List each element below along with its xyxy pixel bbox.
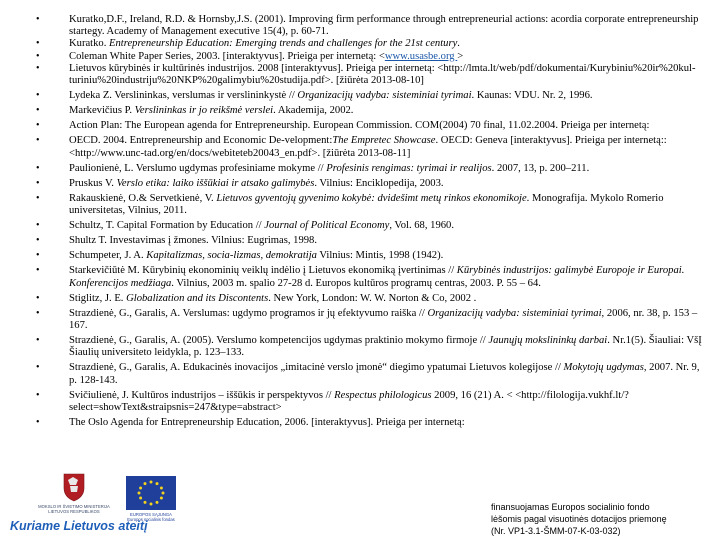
reference-item: • Action Plan: The European agenda for Entrepreneurship. European Commission. COM(2004) 70 final, 11.02.2004. Prieiga per internetą: (0, 120, 720, 132)
reference-item: • Markevičius P. Verslininkas ir jo reikšmė verslei. Akademija, 2002. (0, 105, 720, 117)
reference-item: • Svičiulienė, J. Kultūros industrijos – iššūkis ir perspektyvos // Respectus philologicus 2009, 16 (21) A. < <http://filologija.vukhf.lt/?select=showText&straipsnis=247&type=abstract> (0, 390, 720, 414)
reference-item: • Shultz T. Investavimas į žmones. Vilnius: Eugrimas, 1998. (0, 235, 720, 247)
ministry-name-line-2: LIETUVOS RESPUBLIKOS (48, 509, 100, 514)
reference-item: • The Oslo Agenda for Entrepreneurship Education, 2006. [interaktyvus]. Prieiga per internetą: (0, 417, 720, 429)
reference-item: • Kuratko,D.F., Ireland, R.D. & Hornsby,J.S. (2001). Improving firm performance through entrepreneurial actions: acordia corporate entrepreneurship startegy. Academy of Management executive 15(4), p. 60-71. (0, 14, 720, 38)
reference-item: • Strazdienė, G., Garalis, A. Edukacinės inovacijos „imitacinė verslo įmonė“ diegimo ypatumai Lietuvos kolegijose // Mokytojų ugdymas, 2007. Nr. 9, p. 128-143. (0, 362, 720, 386)
reference-item: • OECD. 2004. Entrepreneurship and Economic De-velopment:The Empretec Showcase. OECD: Geneva [interaktyvus]. Prieiga per internetą:: <http://www.unc-tad.org/en/docs/webiteteb20043_en.pdf>. [žiūrėta 2013-08-11] (0, 135, 720, 159)
funding-note-line: lėšomis pagal visuotinės dotacijos priemonę (491, 514, 667, 524)
reference-item: • Kuratko. Entrepreneurship Education: Emerging trends and challenges for the 21st century. (0, 38, 720, 50)
slogan: Kuriame Lietuvos ateitį (10, 519, 148, 533)
funding-note-line: (Nr. VP1-3.1-ŠMM-07-K-03-032) (491, 526, 621, 536)
reference-item: • Stiglitz, J. E. Globalization and its Discontents. New York, London: W. W. Norton & Co, 2002 . (0, 293, 720, 305)
reference-item: • Coleman White Paper Series, 2003. [interaktyvus]. Prieiga per internetą: <www.usasbe.org > (0, 51, 720, 63)
lithuania-coat-of-arms-icon (64, 474, 84, 501)
reference-item: • Starkevičiūtė M. Kūrybinių ekonominių veiklų indėlio į Lietuvos ekonomiką įvertinimas // Kūrybinės industrijos: galimybė Europoje ir Europai. Konferencijos medžiaga. Vilnius, 2003 m. spalio 27-28 d. Europos kultūros programų centras, 2003. P. 55 – 64. (0, 265, 720, 289)
reference-item: • Rakauskienė, O.& Servetkienė, V. Lietuvos gyventojų gyvenimo kokybė: dvidešimt metų rinkos ekonomikoje. Monografija. Mykolo Romerio universitetas, Vilnius, 2011. (0, 193, 720, 217)
eu-name-line-1: EUROPOS SĄJUNGA (130, 512, 172, 517)
funding-note (491, 501, 716, 537)
reference-item: • Schultz, T. Capital Formation by Education // Journal of Political Economy, Vol. 68, 1960. (0, 220, 720, 232)
reference-item: • Paulionienė, L. Verslumo ugdymas profesiniame mokyme // Profesinis rengimas: tyrimai ir realijos. 2007, 13, p. 200–211. (0, 163, 720, 175)
reference-item: • Strazdienė, G., Garalis, A. Verslumas: ugdymo programos ir jų efektyvumo raiška // Organizacijų vadyba: sisteminiai tyrimai, 2006, nr. 38, p. 153 –167. (0, 308, 720, 332)
funding-note-line: finansuojamas Europos socialinio fondo (491, 502, 650, 512)
reference-item: • Schumpeter, J. A. Kapitalizmas, socia-lizmas, demokratija Vilnius: Mintis, 1998 (1942). (0, 250, 720, 262)
ministry-name-line-1: MOKSLO IR ŠVIETIMO MINISTERIJA (38, 504, 110, 509)
reference-item: • Lydeka Z. Verslininkas, verslumas ir verslininkystė // Organizacijų vadyba: sisteminiai tyrimai. Kaunas: VDU. Nr. 2, 1996. (0, 90, 720, 102)
footer-logos (8, 470, 308, 534)
usasbe-link[interactable]: www.usasbe.org (384, 50, 458, 62)
reference-list (0, 14, 720, 429)
eu-flag-icon (126, 476, 176, 510)
reference-item: • Lietuvos kūrybinės ir kultūrinės industrijos. 2008 [interaktyvus]. Prieiga per internetą: <http://lmta.lt/web/pdf/dokumentai/Kurybiniu%20ir%20kul-turiniu%20industriju%20NKP%20galimybiu%20studija.pdf>. [žiūrėta 2013-08-10] (0, 63, 720, 87)
reference-item: • Strazdienė, G., Garalis, A. (2005). Verslumo kompetencijos ugdymas praktinio mokymo firmoje // Jaunųjų mokslininkų darbai. Nr.1(5). Šiauliai: VšĮ Šiaulių universiteto leidykla, p. 123–133. (0, 335, 720, 359)
reference-item: • Pruskus V. Verslo etika: laiko iššūkiai ir atsako galimybės. Vilnius: Enciklopedija, 2003. (0, 178, 720, 190)
eu-name-line-2: Europos socialinis fondas (127, 517, 175, 522)
